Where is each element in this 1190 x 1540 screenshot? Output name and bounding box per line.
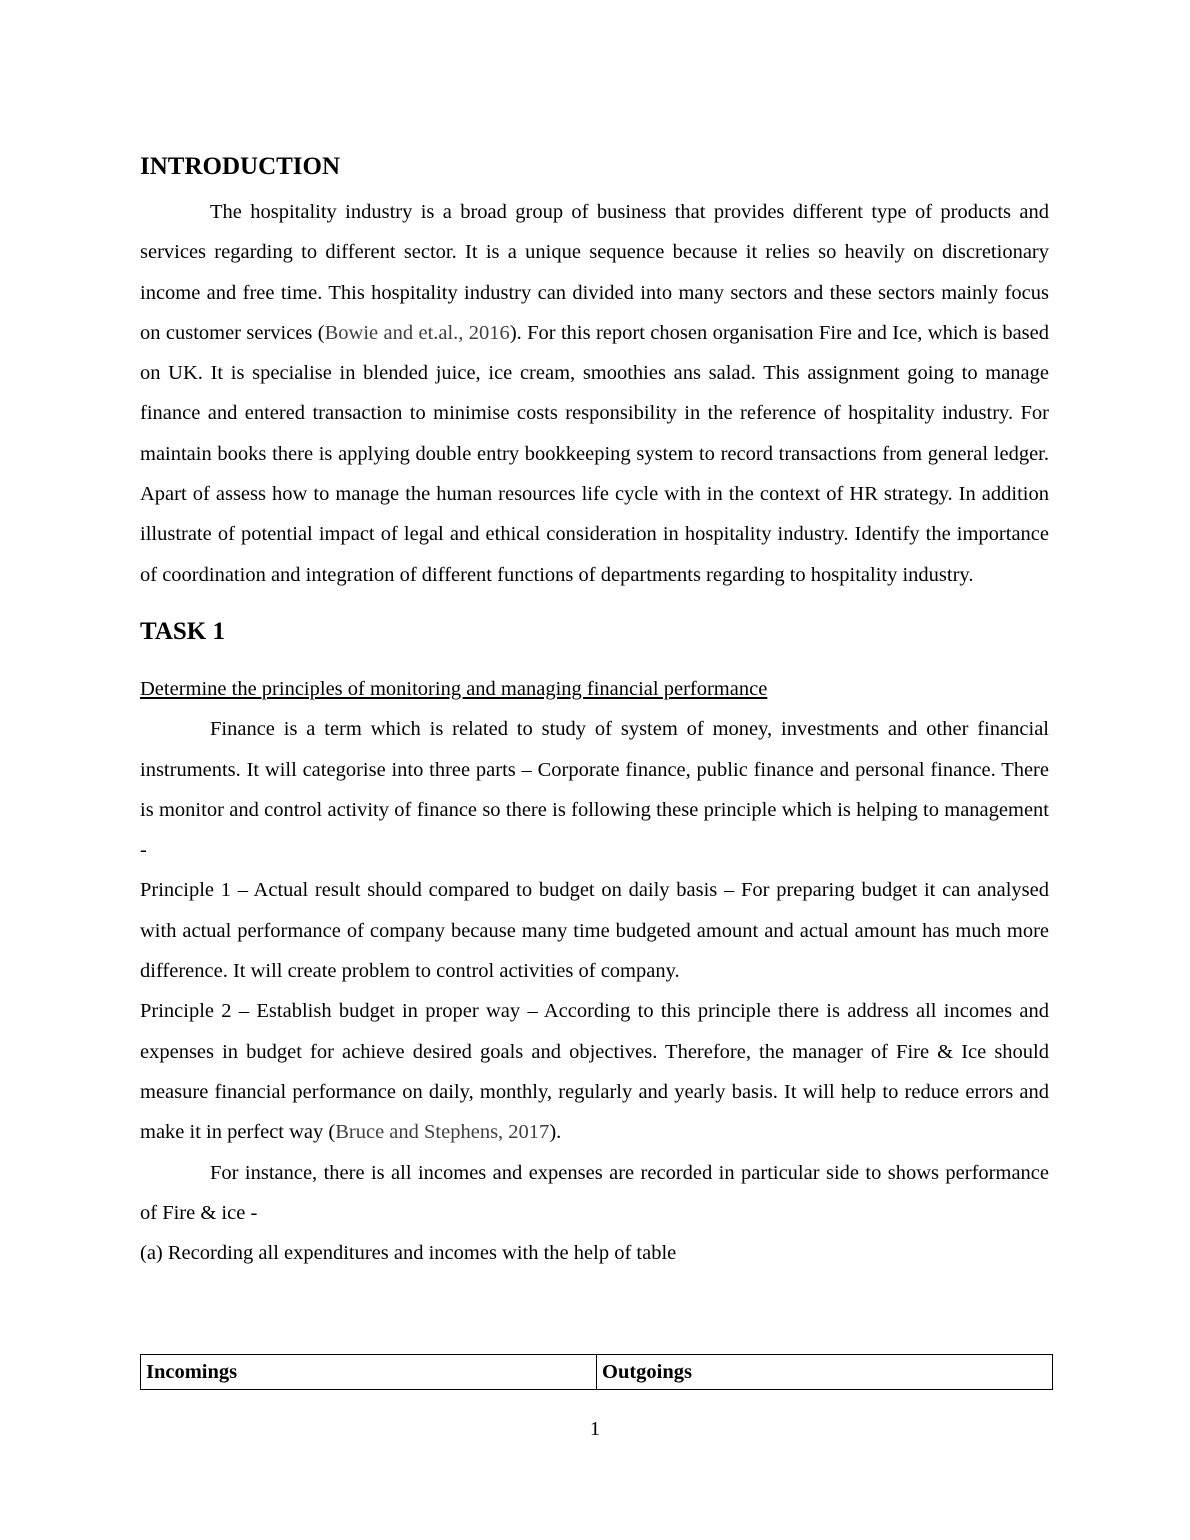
citation: Bruce and Stephens, 2017 <box>335 1121 550 1144</box>
introduction-heading: INTRODUCTION <box>140 153 341 180</box>
page-number: 1 <box>589 1418 601 1440</box>
task1-subheading: Determine the principles of monitoring and managing financial performance <box>140 677 768 700</box>
table-caption: (a) Recording all expenditures and incomes with the help of table <box>140 1242 677 1265</box>
incomings-header: Incomings <box>141 1355 597 1390</box>
table-header-row <box>141 1355 1053 1390</box>
citation: Bowie and et.al., 2016 <box>324 321 510 344</box>
instance-paragraph: For instance, there is all incomes and expenses are recorded in particular side to shows performance of Fire & ice - <box>140 1161 1049 1224</box>
task1-paragraph: Finance is a term which is related to study of system of money, investments and other financial instruments. It will categorise into three parts – Corporate finance, public finance and personal finance. There is monitor and control activity of finance so there is following these principle which is helping to management - <box>140 718 1049 862</box>
document-page <box>140 150 1049 1383</box>
principle-1-paragraph: Principle 1 – Actual result should compared to budget on daily basis – For preparing budget it can analysed with actual performance of company because many time budgeted amount and actual amount has much more difference. It will create problem to control activities of company. <box>140 879 1049 983</box>
income-outgoings-table <box>140 1354 1053 1390</box>
introduction-paragraph: The hospitality industry is a broad group of business that provides different type of products and services regarding to different sector. It is a unique sequence because it relies so heavily on discretionary income and free time. This hospitality industry can divided into many sectors and these sectors mainly focus on customer services (Bowie and et.al., 2016). For this report chosen organisation Fire and Ice, which is based on UK. It is specialise in blended juice, ice cream, smoothies ans salad. This assignment going to manage finance and entered transaction to minimise costs responsibility in the reference of hospitality industry. For maintain books there is applying double entry bookkeeping system to record transactions from general ledger. Apart of assess how to manage the human resources life cycle with in the context of HR strategy. In addition illustrate of potential impact of legal and ethical consideration in hospitality industry. Identify the importance of coordination and integration of different functions of departments regarding to hospitality industry. <box>140 201 1049 586</box>
principle-2-paragraph: Principle 2 – Establish budget in proper way – According to this principle there is address all incomes and expenses in budget for achieve desired goals and objectives. Therefore, the manager of Fire & Ice should measure financial performance on daily, monthly, regularly and yearly basis. It will help to reduce errors and make it in perfect way (Bruce and Stephens, 2017). <box>140 1000 1049 1144</box>
outgoings-header: Outgoings <box>597 1355 1053 1390</box>
task1-heading: TASK 1 <box>140 617 225 645</box>
